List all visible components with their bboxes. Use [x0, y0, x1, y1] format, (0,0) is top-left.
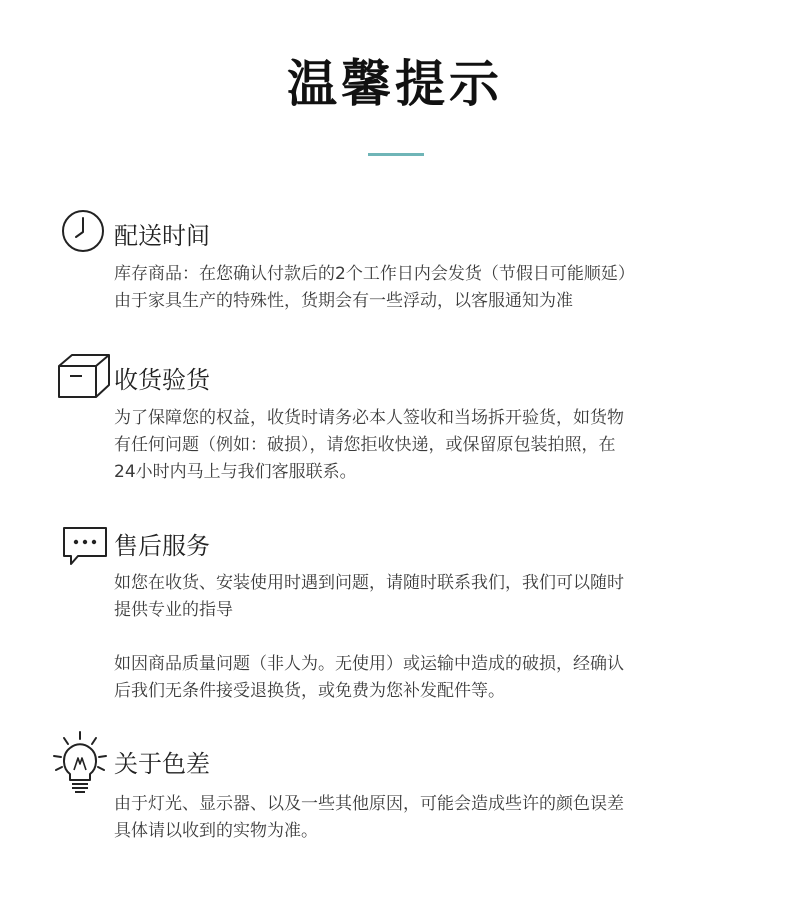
section-paragraph — [114, 570, 734, 624]
section-title: 关于色差 — [114, 750, 210, 778]
paragraph-line: 如因商品质量问题（非人为。无使用）或运输中造成的破损，经确认 — [114, 654, 624, 674]
paragraph-line: 提供专业的指导 — [114, 600, 233, 620]
paragraph-line: 如您在收货、安装使用时遇到问题，请随时联系我们，我们可以随时 — [114, 573, 624, 593]
paragraph-line: 为了保障您的权益，收货时请务必本人签收和当场拆开验货，如货物 — [114, 408, 624, 428]
section-paragraph — [114, 261, 734, 315]
paragraph-line: 有任何问题（例如：破损），请您拒收快递，或保留原包装拍照，在 — [114, 435, 616, 455]
page-title: 温馨提示 — [287, 55, 503, 113]
section-title: 收货验货 — [114, 366, 210, 394]
box-icon — [56, 352, 112, 400]
paragraph-line: 由于家具生产的特殊性，货期会有一些浮动，以客服通知为准 — [114, 291, 573, 311]
paragraph-line: 具体请以收到的实物为准。 — [114, 821, 318, 841]
paragraph-line: 24小时内马上与我们客服联系。 — [114, 462, 357, 482]
section-paragraph — [114, 791, 734, 845]
clock-icon — [61, 209, 105, 253]
paragraph-line: 库存商品：在您确认付款后的2个工作日内会发货（节假日可能顺延） — [114, 264, 635, 284]
chat-bubble-icon — [62, 526, 108, 568]
lightbulb-icon — [52, 730, 108, 798]
section-title: 售后服务 — [114, 532, 210, 560]
paragraph-line: 后我们无条件接受退换货，或免费为您补发配件等。 — [114, 681, 505, 701]
section-paragraph — [114, 405, 734, 486]
section-paragraph — [114, 651, 734, 705]
section-title: 配送时间 — [114, 222, 210, 250]
paragraph-line: 由于灯光、显示器、以及一些其他原因，可能会造成些许的颜色误差 — [114, 794, 624, 814]
title-divider — [368, 153, 424, 156]
